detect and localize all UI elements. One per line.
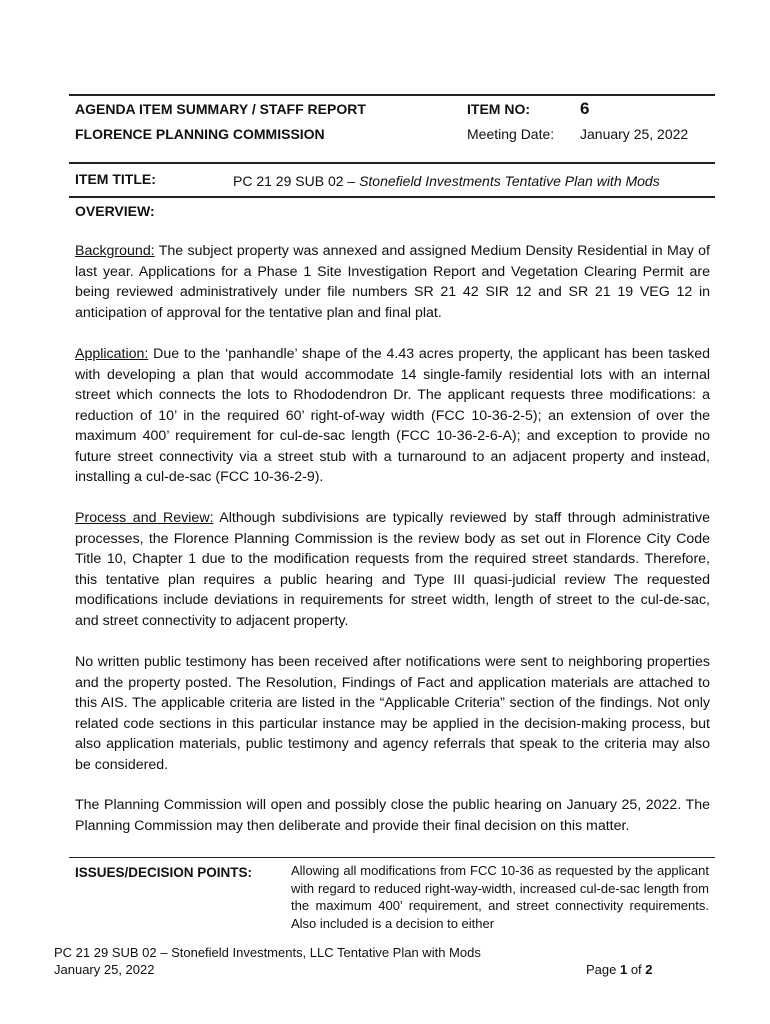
item-title-prefix: PC 21 29 SUB 02 – [233, 173, 360, 189]
application-text: Due to the ‘panhandle’ shape of the 4.43 acres property, the applicant has been tasked with developing a plan that would accommodate 14 single-family residential lots with an internal street which connects the lots to Rhododendron Dr. The applicant requests three modifications: a reduction of 10’ in the required 60’ right-of-way width (FCC 10-36-2-5); an extension of over the maximum 400’ requirement for cul-de-sac length (FCC 10-36-2-6-A); and exception to provide no future street connectivity via a street stub with a turnaround to an adjacent property and instead, installing a cul-de-sac (FCC 10-36-2-9). [75, 346, 710, 485]
meeting-date-value: January 25, 2022 [580, 126, 689, 142]
item-title-italic: Stonefield Investments Tentative Plan with Mods [359, 173, 660, 189]
page-current: 1 [619, 962, 628, 977]
footer-date: January 25, 2022 [54, 962, 155, 977]
process-lead: Process and Review: [75, 510, 214, 526]
hearing-text: The Planning Commission will open and possibly close the public hearing on January 25, 2022. The Planning Commission may then deliberate and provide their final decision on this matter. [75, 797, 710, 834]
meeting-date-label: Meeting Date: [467, 126, 555, 142]
item-no-label: ITEM NO: [467, 101, 530, 117]
application-lead: Application: [75, 346, 149, 362]
background-lead: Background: [75, 243, 155, 259]
item-no-value: 6 [580, 99, 590, 118]
background-text: The subject property was annexed and assigned Medium Density Residential in May of last year. Applications for a Phase 1 Site Investigation Report and Vegetation Clearing Permit are being reviewed administratively under file numbers SR 21 42 SIR 12 and SR 21 19 VEG 12 in anticipation of approval for the tentative plan and final plat. [75, 243, 710, 321]
page-of: of [627, 962, 646, 977]
commission-name: FLORENCE PLANNING COMMISSION [75, 126, 325, 142]
footer-page-number [586, 962, 653, 977]
item-title-value [233, 173, 660, 189]
process-paragraph [75, 508, 710, 631]
overview-heading: OVERVIEW: [75, 203, 155, 219]
issues-label: ISSUES/DECISION POINTS: [75, 865, 253, 880]
hearing-paragraph [75, 795, 710, 836]
issues-rule [69, 857, 715, 858]
application-paragraph [75, 344, 710, 488]
top-rule [69, 94, 715, 96]
testimony-text: No written public testimony has been received after notifications were sent to neighboring properties and the property posted. The Resolution, Findings of Fact and application materials are attached to this AIS. The applicable criteria are listed in the “Applicable Criteria” section of the findings. Not only related code sections in this particular instance may be applied in the decision-making process, but also application materials, public testimony and agency referrals that speak to the criteria may also be considered. [75, 654, 710, 773]
item-title-label: ITEM TITLE: [75, 171, 156, 187]
process-text: Although subdivisions are typically reviewed by staff through administrative processes, the Florence Planning Commission is the review body as set out in Florence City Code Title 10, Chapter 1 due to the modification requests from the required street standards. Therefore, this tentative plan requires a public hearing and Type III quasi-judicial review The requested modifications include deviations in requirements for street width, length of street to the cul-de-sac, and street connectivity to adjacent property. [75, 510, 711, 629]
report-type-label: AGENDA ITEM SUMMARY / STAFF REPORT [75, 101, 366, 117]
footer-document-title: PC 21 29 SUB 02 – Stonefield Investments, LLC Tentative Plan with Mods [54, 945, 481, 960]
title-bottom-rule [69, 196, 715, 198]
testimony-paragraph [75, 652, 710, 775]
background-paragraph [75, 241, 710, 323]
page-total: 2 [645, 962, 653, 977]
page-prefix: Page [586, 962, 620, 977]
title-top-rule [69, 162, 715, 164]
issues-text: Allowing all modifications from FCC 10-36 as requested by the applicant with regard to reduced right-way-width, increased cul-de-sac length from the maximum 400’ requirement, and street connectivity requirements. Also included is a decision to either [291, 863, 709, 931]
